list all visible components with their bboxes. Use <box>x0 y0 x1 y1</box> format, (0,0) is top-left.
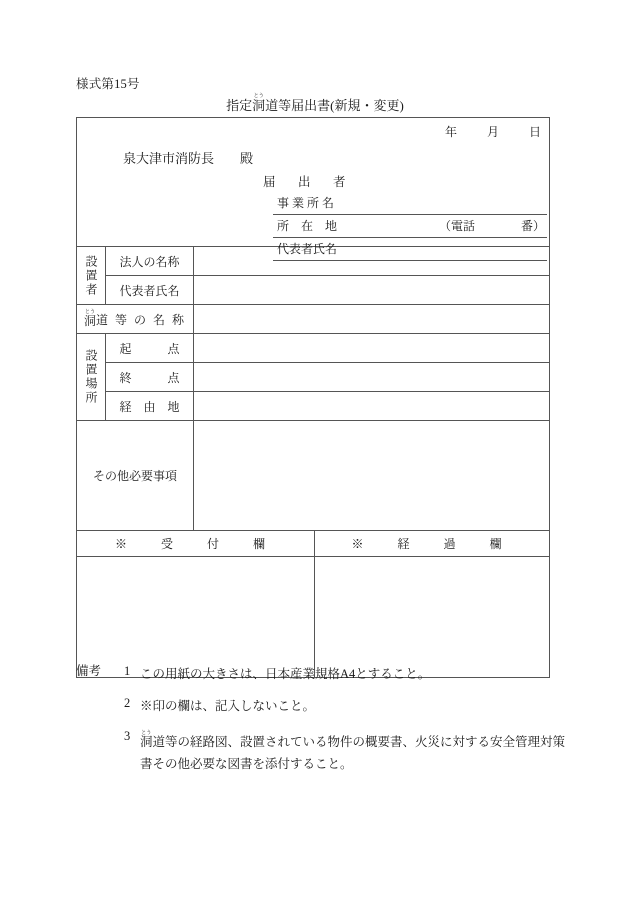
field-representative-name[interactable] <box>273 238 547 261</box>
date-year-label: 年 <box>444 125 457 139</box>
remarks-text <box>140 730 576 752</box>
table-row <box>106 276 549 304</box>
remarks-text-main: 道等の経路図、設置されている物件の概要書、火災に対する安全管理対策 <box>152 734 566 749</box>
header-block <box>77 118 549 256</box>
form-table <box>76 117 550 678</box>
tunnel-ruby-text: とう <box>83 309 96 315</box>
remarks-ruby <box>140 729 153 749</box>
remarks-item-2 <box>76 697 576 716</box>
field-representative-name-label: 代表者氏名 <box>277 242 338 256</box>
tunnel-ruby-base: 洞 <box>83 314 96 328</box>
table-row <box>106 392 549 420</box>
tunnel-name-label-rest: 道 等 の 名 称 <box>96 312 187 327</box>
office-use-body <box>77 557 549 677</box>
field-phone-note <box>439 217 545 234</box>
remarks-number: 3 <box>124 728 131 743</box>
other-matters-label: その他必要事項 <box>77 421 194 530</box>
date-month-label: 月 <box>486 125 499 139</box>
location-start-value[interactable] <box>194 334 549 362</box>
remarks-number: 1 <box>124 664 131 678</box>
remarks-number: 2 <box>124 696 131 711</box>
applicant-label: 届 出 者 <box>263 175 351 189</box>
title-ruby-text: とう <box>252 93 266 99</box>
remarks-text: ※印の欄は、記入しないこと。 <box>140 699 316 714</box>
location-group <box>77 334 549 421</box>
remarks-section <box>76 665 576 771</box>
remarks-ruby-base: 洞 <box>140 734 153 749</box>
remarks-label: 備考 <box>76 664 102 678</box>
installer-corp-name-label: 法人の名称 <box>106 247 194 275</box>
remarks-text: この用紙の大きさは、日本産業規格A4とすること。 <box>140 667 431 681</box>
installer-rep-name-value[interactable] <box>194 276 549 304</box>
location-vertical-label: 設置場所 <box>77 334 106 420</box>
table-row <box>106 363 549 392</box>
form-number: 様式第15号 <box>76 77 140 91</box>
remarks-ruby-text: とう <box>140 729 153 736</box>
receipt-column-header: ※ 受 付 欄 <box>77 531 315 556</box>
title-prefix: 指定 <box>226 98 253 113</box>
tunnel-name-row <box>77 305 549 334</box>
installer-vertical-label: 設置者 <box>77 247 106 304</box>
field-office-name[interactable] <box>273 192 547 215</box>
location-via-label: 経 由 地 <box>106 392 194 420</box>
remarks-item-3-continuation: 書その他必要な図書を添付すること。 <box>140 757 353 772</box>
office-use-header <box>77 531 549 557</box>
progress-column-header: ※ 経 過 欄 <box>351 537 513 551</box>
tunnel-name-ruby <box>84 309 96 329</box>
title-suffix: 道等届出書(新規・変更) <box>265 98 404 113</box>
location-end-label: 終 点 <box>106 363 194 391</box>
other-matters-row <box>77 421 549 531</box>
location-start-label: 起 点 <box>106 334 194 362</box>
remarks-item-3 <box>76 730 576 752</box>
phone-open: （電話 <box>438 219 475 233</box>
tunnel-name-label <box>77 305 194 333</box>
title-ruby <box>252 93 266 113</box>
phone-close: 番） <box>520 219 545 233</box>
document-title <box>0 93 630 114</box>
location-rows <box>106 334 549 420</box>
installer-rep-name-label: 代表者氏名 <box>106 276 194 304</box>
location-via-value[interactable] <box>194 392 549 420</box>
date-day-label: 日 <box>528 125 541 139</box>
addressee-name: 泉大津市消防長 <box>123 151 215 166</box>
receipt-value[interactable] <box>77 557 315 677</box>
progress-value[interactable] <box>315 557 549 677</box>
title-ruby-base: 洞 <box>252 98 266 113</box>
table-row <box>106 334 549 363</box>
location-end-value[interactable] <box>194 363 549 391</box>
other-matters-value[interactable] <box>194 421 549 530</box>
tunnel-name-value[interactable] <box>194 305 549 333</box>
field-office-name-label: 事 業 所 名 <box>277 196 335 210</box>
addressee-honorific: 殿 <box>240 151 254 166</box>
field-address-label: 所 在 地 <box>277 219 338 233</box>
field-address[interactable] <box>273 215 547 238</box>
addressee <box>123 148 253 167</box>
remarks-item-1 <box>76 665 576 684</box>
date-line <box>445 123 541 140</box>
